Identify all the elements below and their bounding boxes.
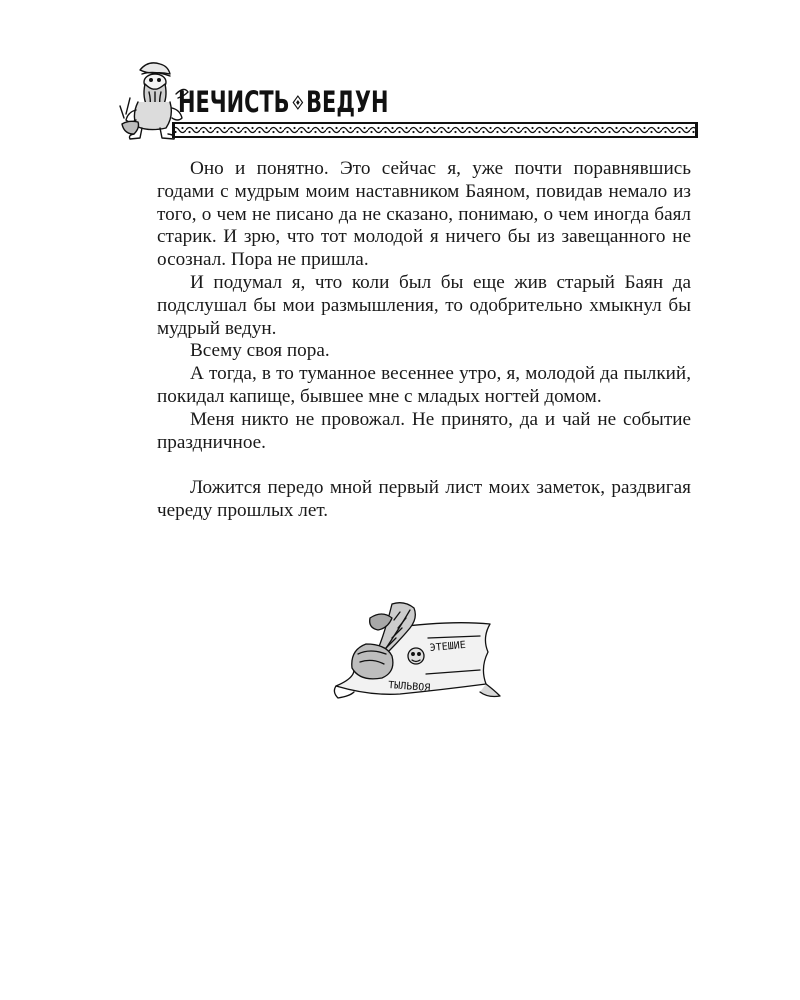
scroll-runes-line-1: ЭТЕШИЕ — [429, 639, 467, 654]
paragraph: Меня никто не провожал. Не принято, да и чай не событие праздничное. — [157, 408, 691, 453]
scroll-runes-line-2: ТЫЛЬВОЯ — [387, 680, 431, 694]
title-part-1: НЕЧИСТЬ — [178, 85, 290, 119]
running-title — [178, 84, 388, 120]
ornamental-rule-icon — [172, 122, 698, 138]
title-part-2: ВЕДУН — [306, 85, 389, 119]
body-text — [157, 158, 691, 523]
page-header — [118, 58, 698, 142]
paragraph: Всему своя пора. — [190, 340, 330, 362]
paragraph: Ложится передо мной первый лист моих заметок, раздвигая череду прошлых лет. — [157, 477, 691, 521]
feather-and-scroll-icon — [330, 598, 505, 702]
paragraph: Оно и понятно. Это сейчас я, уже почти поравнявшись годами с мудрым моим наставником Баяном, повидав немало из того, о чем не писано да не сказано, понимаю, о чем иногда баял старик. И зрю, что тот молодой я ничего бы из завещанного не осознал. Пора не пришла. — [157, 158, 691, 271]
paragraph: А тогда, в то туманное весеннее утро, я, молодой да пылкий, покидал капище, бывшее мне с младых ногтей домом. — [157, 363, 691, 407]
paragraph: И подумал я, что коли был бы еще жив старый Баян да подслушал бы мои размышления, то одобрительно хмыкнул бы мудрый ведун. — [157, 271, 691, 339]
title-separator-icon — [293, 95, 304, 110]
